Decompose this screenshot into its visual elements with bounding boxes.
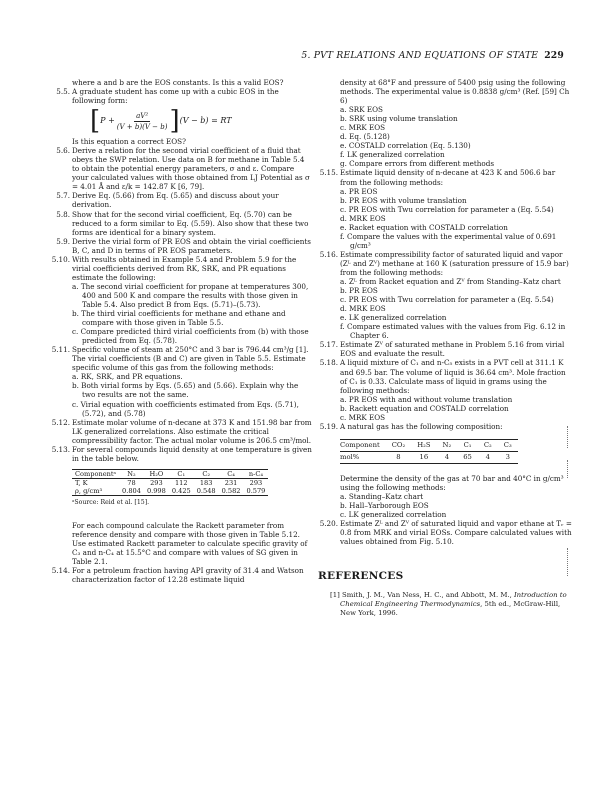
- problem-5-13-continuation: For each compound calculate the Rackett parameter from reference density and compare with those given in Table 5.12. Use estimated Rackett parameter to calculate specific gravity of C₃ and n-C₄ at 15.5°C and compare with values of SG given in Table 2.1.: [72, 520, 308, 567]
- formula-fraction: $\frac{\text{aV²}}{(V + b)(V - b)}$: [116, 111, 168, 131]
- problem-5-16: 5.16. Estimate compressibility factor of saturated liquid and vapor (Zᴸ and Zⱽ) methane at 160 K (saturation pressure of 15.9 bar) from the following methods: a. Zᴸ from Racket equation and Zⱽ from Standing–Katz chart b. PR EOS c. PR EOS with Twu correlation for parameter a (Eq. 5.54) d. MRK EOS e. LK generalized correlation f. Compare estimated values with the values from Fig. 6.12 in Chapter 6.: [318, 250, 573, 340]
- problem-5-19: 5.19. A natural gas has the following composition:: [319, 421, 503, 431]
- list-item: f. Compare the values with the experimental value of 0.691 g/cm³: [340, 231, 557, 250]
- list-item: f. Compare estimated values with the values from Fig. 6.12 in Chapter 6.: [340, 322, 566, 341]
- list-item: e. COSTALD correlation (Eq. 5.130): [340, 141, 471, 151]
- problem-5-5-question: Is this equation a correct EOS?: [72, 137, 186, 147]
- list-item: c. MRK EOS: [340, 123, 386, 133]
- list-item: d. Eq. (5.128): [340, 132, 390, 142]
- gas-composition-table: [340, 439, 518, 464]
- table-footnote: ᵃSource: Reid et al. [15].: [72, 498, 150, 506]
- list-item: b. Rackett equation and COSTALD correlation: [340, 403, 509, 413]
- problem-5-20: 5.20. Estimate Zᴸ and Zⱽ of saturated liquid and vapor ethane at Tᵣ = 0.8 from MRK and virial EOSs. Compare calculated values with values obtained from Fig. 5.10.: [319, 519, 572, 547]
- problem-5-12: 5.12. Estimate molar volume of n-decane at 373 K and 151.98 bar from LK generalized correlations. Also estimate the critical compressibility factor. The actual molar volume is 206.5 cm³/mol.: [51, 417, 312, 445]
- scan-artifact-dots: [567, 426, 571, 448]
- list-item: c. PR EOS with Twu correlation for parameter a (Eq. 5.54): [340, 295, 554, 305]
- list-item: c. MRK EOS: [340, 412, 386, 422]
- problem-5-14-continuation: density at 68°F and pressure of 5400 psig using the following methods. The experimental value is 0.8838 g/cm³ (Ref. [59] Ch 6): [340, 78, 570, 106]
- problem-5-10: 5.10. With results obtained in Example 5.4 and Problem 5.9 for the virial coefficients derived from RK, SRK, and PR equations estimate the following: a. The second virial coefficient for propane at temperatures 300, 400 and 500 K and compare the results with those given in Table 5.4. Also predict B from Eqs. (5.71)–(5.73). b. The third virial coefficients for methane and ethane and compare with those given in Table 5.5. c. Compare predicted third virial coefficients from (b) with those predicted from Eq. (5.78).: [50, 255, 312, 345]
- list-item: b. SRK using volume translation: [340, 114, 458, 124]
- list-item: a. Zᴸ from Racket equation and Zⱽ from Standing–Katz chart: [340, 277, 561, 287]
- problem-5-10-c: c. Compare predicted third virial coefficients from (b) with those predicted from Eq. (5.78).: [72, 327, 309, 346]
- problem-5-7: 5.7. Derive Eq. (5.66) from Eq. (5.65) and discuss about your derivation.: [56, 191, 279, 210]
- problem-5-5: 5.5. A graduate student has come up with a cubic EOS in the following form:: [56, 87, 279, 106]
- intro-text: where a and b are the EOS constants. Is this a valid EOS?: [72, 78, 284, 87]
- references-heading: REFERENCES: [318, 570, 404, 583]
- liquid-density-table: [72, 469, 268, 496]
- scan-artifact-dots: [567, 460, 571, 478]
- table-row: T, K 78 293 112 183 231 293: [75, 478, 263, 487]
- list-item: d. MRK EOS: [340, 213, 386, 223]
- problem-5-19-continuation: Determine the density of the gas at 70 bar and 40°C in g/cm³ using the following methods:: [340, 473, 564, 492]
- problem-5-11-a: a. RK, SRK, and PR equations.: [72, 372, 183, 382]
- problem-5-18: 5.18. A liquid mixture of C₁ and n-C₅ exists in a PVT cell at 311.1 K and 69.5 bar. The volume of liquid is 36.64 cm³. Mole fraction of C₁ is 0.33. Calculate mass of liquid in grams using the following methods: a. PR EOS with and without volume translation b. Rackett equation and COSTALD correlation c. MRK EOS: [318, 358, 573, 421]
- problem-5-10-a: a. The second virial coefficient for propane at temperatures 300, 400 and 500 K and compare the results with those given in Table 5.4. Also predict B from Eqs. (5.71)–(5.73).: [72, 281, 309, 309]
- table-header-row: Componentᵃ N₂ H₂O C₁ C₂ C₄ n-C₄: [72, 469, 268, 478]
- table-row: mol% 8 16 4 65 4 3: [340, 451, 518, 463]
- problem-5-14-methods: [318, 105, 573, 168]
- list-item: a. PR EOS: [340, 186, 378, 196]
- problem-5-11-b: b. Both virial forms by Eqs. (5.65) and (5.66). Explain why the two results are not the same.: [72, 381, 299, 400]
- list-item: b. PR EOS with volume translation: [340, 195, 467, 205]
- list-item: a. PR EOS with and without volume translation: [340, 394, 513, 404]
- right-column: [318, 78, 573, 624]
- list-item: a. Standing–Katz chart: [340, 492, 424, 502]
- cubic-eos-formula: [ P + $\frac{\text{aV²}}{(V + b)(V - b)}$ ] (V − b) = RT: [90, 106, 232, 137]
- page-number: 229: [544, 50, 564, 61]
- problem-5-6: 5.6. Derive a relation for the second virial coefficient of a fluid that obeys the SWP relation. Use data on B for methane in Table 5.4 to obtain the potential energy parameters, σ and ε. Compare your calculated values with those obtained from LJ Potential as σ = 4.01 Å and ε/k = 142.87 K [6, 79].: [56, 146, 310, 192]
- problem-5-11: 5.11. Specific volume of steam at 250°C and 3 bar is 796.44 cm³/g [1]. The virial coefficients (B and C) are given in Table 5.5. Estimate specific volume of this gas from the following methods: a. RK, SRK, and PR equations. b. Both virial forms by Eqs. (5.65) and (5.66). Explain why the two results are not the same. c. Virial equation with coefficients estimated from Eqs. (5.71), (5.72), and (5.78): [50, 345, 312, 417]
- list-item: b. Hall–Yarborough EOS: [340, 501, 429, 511]
- problem-5-11-c: c. Virial equation with coefficients estimated from Eqs. (5.71), (5.72), and (5.78): [72, 399, 299, 418]
- list-item: g. Compare errors from different methods: [340, 159, 495, 169]
- problem-5-15: 5.15. Estimate liquid density of n-decane at 423 K and 506.6 bar from the following methods: a. PR EOS b. PR EOS with volume translation c. PR EOS with Twu correlation for parameter a (Eq. 5.54) d. MRK EOS e. Racket equation with COSTALD correlation f. Compare the values with the experimental value of 0.691 g/cm³: [318, 168, 573, 249]
- running-title: 5. PVT RELATIONS AND EQUATIONS OF STATE: [301, 50, 539, 61]
- problem-5-17: 5.17. Estimate Zⱽ of saturated methane in Problem 5.16 from virial EOS and evaluate the result.: [319, 340, 565, 359]
- list-item: e. LK generalized correlation: [340, 313, 447, 323]
- problem-5-8: 5.8. Show that for the second virial coefficient, Eq. (5.70) can be reduced to a form similar to Eq. (5.59). Also show that these two forms are identical for a binary system.: [56, 209, 309, 237]
- list-item: e. Racket equation with COSTALD correlation: [340, 222, 508, 232]
- list-item: c. PR EOS with Twu correlation for parameter a (Eq. 5.54): [340, 204, 554, 214]
- problem-5-9: 5.9. Derive the virial form of PR EOS and obtain the virial coefficients B, C, and D in terms of PR EOS parameters.: [56, 236, 311, 255]
- list-item: a. SRK EOS: [340, 105, 383, 115]
- list-item: f. LK generalized correlation: [340, 150, 445, 160]
- scan-artifact-dots: [567, 548, 571, 576]
- problem-5-13: 5.13. For several compounds liquid density at one temperature is given in the table below.: [51, 444, 312, 463]
- problem-5-10-b: b. The third virial coefficients for methane and ethane and compare with those given in Table 5.5.: [72, 309, 286, 328]
- table-row: ρ, g/cm³ 0.804 0.998 0.425 0.548 0.582 0.579: [72, 487, 268, 496]
- problem-5-14: 5.14. For a petroleum fraction having API gravity of 31.4 and Watson characterization factor of 12.28 estimate liquid: [51, 566, 304, 585]
- left-column: [50, 78, 312, 584]
- reference-1: [1] Smith, J. M., Van Ness, H. C., and Abbott, M. M., Introduction to Chemical Engineering Thermodynamics, 5th ed., McGraw-Hill, New York, 1996.: [330, 591, 567, 617]
- list-item: b. PR EOS: [340, 286, 378, 296]
- running-header: [301, 50, 564, 61]
- list-item: d. MRK EOS: [340, 304, 386, 314]
- list-item: c. LK generalized correlation: [340, 510, 447, 520]
- table-header-row: Component CO₂ H₂S N₂ C₁ C₂ C₃: [340, 439, 518, 451]
- problem-5-19-methods: [318, 492, 573, 519]
